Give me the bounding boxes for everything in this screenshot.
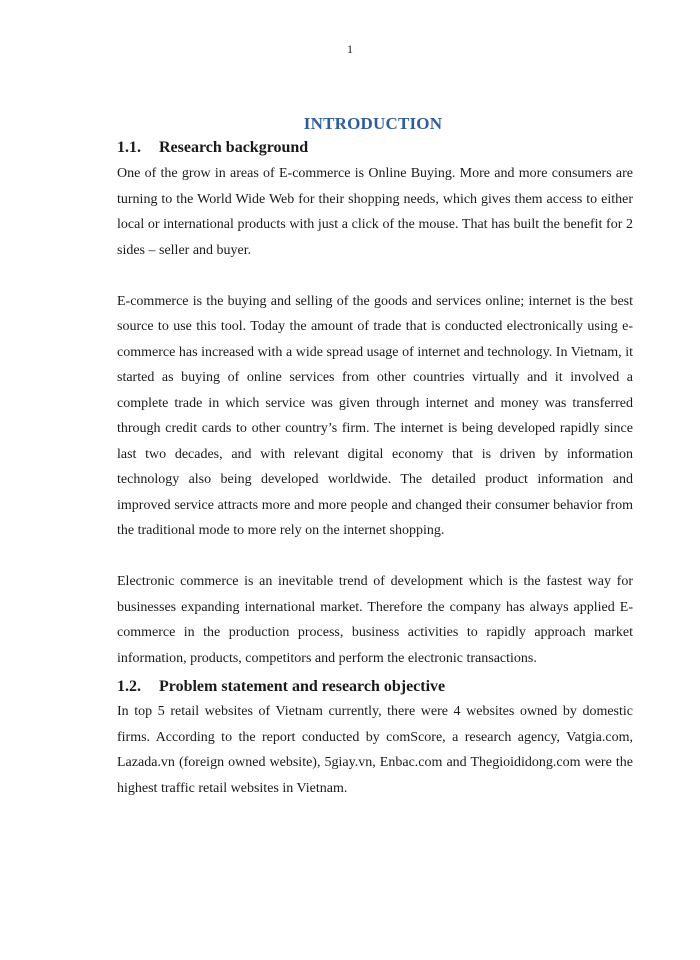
section-heading: [117, 675, 633, 699]
paragraph: One of the grow in areas of E-commerce is Online Buying. More and more consumers are turning to the World Wide Web for their shopping needs, which gives them access to either local or international products with just a click of the mouse. That has built the benefit for 2 sides – seller and buyer.: [117, 166, 633, 258]
section-title: Problem statement and research objective: [159, 678, 446, 695]
section-number: 1.2.: [117, 678, 141, 695]
paragraph: Electronic commerce is an inevitable trend of development which is the fastest way for businesses expanding international market. Therefore the company has always applied E-commerce in the production process, business activities to rapidly approach market information, products, competitors and perform the electronic transactions.: [117, 574, 633, 666]
section-research-background: [117, 136, 633, 671]
paragraph: E-commerce is the buying and selling of the goods and services online; internet is the best source to use this tool. Today the amount of trade that is conducted electronically using e-commerce has increased with a wide spread usage of internet and technology. In Vietnam, it started as buying of online services from other countries virtually and it involved a complete trade in which service was given through internet and money was transferred through credit cards to other country’s firm. The internet is being developed rapidly since last two decades, and with relevant digital economy that is driven by information technology also being developed worldwide. The detailed product information and improved service attracts more and more people and changed their consumer behavior from the traditional mode to more rely on the internet shopping.: [117, 293, 633, 538]
section-number: 1.1.: [117, 139, 141, 156]
page-number: 1: [347, 42, 353, 56]
section-title: Research background: [159, 139, 309, 156]
section-heading: [117, 136, 633, 160]
document-title: INTRODUCTION: [303, 114, 443, 133]
document-body: [117, 136, 633, 801]
section-problem-statement: [117, 675, 633, 801]
paragraph: In top 5 retail websites of Vietnam currently, there were 4 websites owned by domestic firms. According to the report conducted by comScore, a research agency, Vatgia.com, Lazada.vn (foreign owned website), 5giay.vn, Enbac.com and Thegioididong.com were the highest traffic retail websites in Vietnam.: [117, 704, 633, 796]
